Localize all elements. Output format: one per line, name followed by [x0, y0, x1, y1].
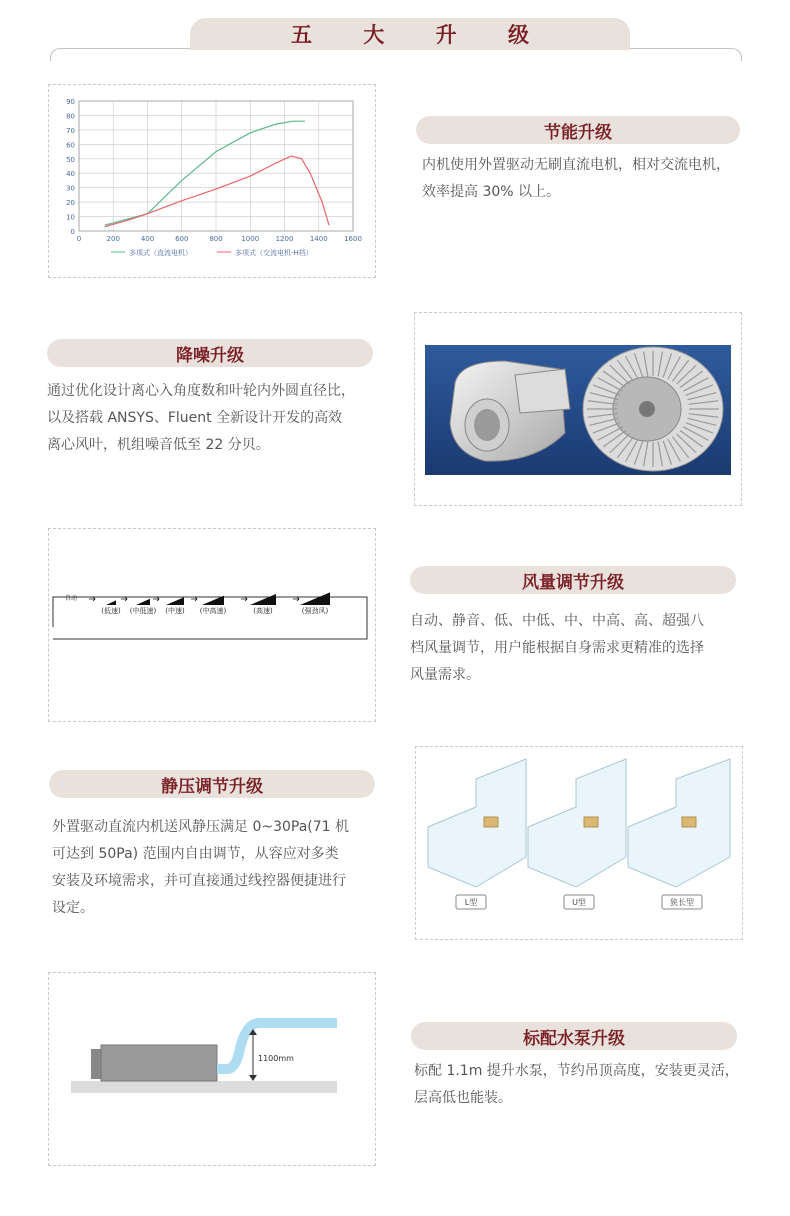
x-tick-label: 400	[140, 235, 155, 243]
efficiency-chart-box	[48, 84, 376, 278]
section-title-airflow: 风量调节升级	[410, 566, 736, 594]
speed-label: 自动	[64, 595, 78, 602]
page-title: 五 大 升 级	[291, 23, 551, 47]
section-desc-pressure	[52, 814, 402, 922]
room-narrow-shape-icon	[628, 759, 730, 887]
legend-label: 多项式（交流电机-H档）	[235, 249, 313, 257]
x-tick-label: 200	[106, 235, 120, 243]
section-title-pump: 标配水泵升级	[411, 1022, 737, 1050]
speed-label: (中高速)	[199, 607, 227, 615]
section-desc-noise	[47, 378, 397, 459]
arrow-icon	[191, 597, 197, 601]
unit-end-cap	[91, 1049, 101, 1079]
desc-line: 风量需求。	[410, 667, 480, 683]
y-tick-label: 40	[66, 170, 75, 179]
desc-line: 可达到 50Pa) 范围内自由调节，从容应对多类	[52, 846, 339, 862]
install-label-l: L型	[464, 898, 478, 907]
room-u-shape-icon	[528, 759, 626, 887]
section-title-noise: 降噪升级	[47, 339, 373, 367]
pump-diagram	[49, 973, 375, 1165]
x-tick-label: 1400	[309, 235, 328, 243]
ceiling-slab	[71, 1081, 337, 1093]
y-tick-label: 0	[70, 228, 75, 236]
pump-height-label: 1100mm	[258, 1054, 294, 1063]
install-label-narrow: 狭长型	[670, 898, 694, 907]
y-tick-label: 80	[66, 112, 75, 121]
desc-line: 通过优化设计离心入角度数和叶轮内外圆直径比，	[47, 383, 355, 399]
desc-line: 离心风叶，机组噪音低至 22 分贝。	[47, 437, 270, 453]
arrow-icon	[293, 597, 299, 601]
x-tick-label: 1200	[275, 235, 294, 243]
y-tick-label: 30	[66, 184, 75, 193]
speed-level-icon	[106, 600, 116, 605]
header-tab	[190, 18, 630, 50]
y-tick-label: 60	[66, 141, 75, 150]
x-tick-label: 600	[175, 235, 189, 243]
y-tick-label: 70	[66, 126, 75, 135]
section-title-pressure: 静压调节升级	[49, 770, 375, 798]
section-desc-airflow	[410, 608, 760, 689]
y-tick-label: 20	[66, 199, 75, 208]
speed-label: (中速)	[165, 607, 185, 615]
install-types-diagram	[416, 747, 742, 939]
y-tick-label: 50	[66, 155, 75, 164]
speed-label: (低速)	[101, 607, 121, 615]
y-tick-label: 90	[66, 98, 75, 106]
section-desc-energy	[422, 152, 762, 206]
desc-line: 档风量调节，用户能根据自身需求更精准的选择	[410, 640, 704, 656]
desc-line: 以及搭载 ANSYS、Fluent 全新设计开发的高效	[47, 410, 343, 426]
room-l-shape-icon	[428, 759, 526, 887]
desc-line: 安装及环境需求，并可直接通过线控器便捷进行	[52, 873, 346, 889]
arrow-icon	[153, 597, 159, 601]
desc-line: 标配 1.1m 提升水泵，节约吊顶高度，安装更灵活，	[414, 1063, 739, 1079]
fan-image-box	[414, 312, 742, 506]
x-tick-label: 1600	[344, 235, 362, 243]
x-tick-label: 1000	[241, 235, 260, 243]
desc-line: 层高低也能装。	[414, 1090, 512, 1106]
fan-speed-diagram	[49, 529, 375, 721]
fan-image	[415, 313, 741, 505]
speed-label: (强劲风)	[301, 607, 329, 615]
indoor-unit-icon	[101, 1045, 217, 1081]
desc-line: 内机使用外置驱动无刷直流电机，相对交流电机，	[422, 157, 730, 173]
x-tick-label: 0	[76, 235, 82, 243]
fan-wheel-icon	[583, 347, 723, 471]
speed-level-icon	[250, 594, 276, 605]
speed-label: (高速)	[253, 607, 273, 615]
section-desc-pump	[414, 1058, 764, 1112]
section-title-energy: 节能升级	[416, 116, 740, 144]
install-types-box	[415, 746, 743, 940]
arrow-icon	[121, 597, 127, 601]
arrow-icon	[89, 597, 95, 601]
speed-label: (中低速)	[129, 607, 157, 615]
speed-level-icon	[166, 597, 184, 605]
speed-level-icon	[300, 592, 330, 605]
arrow-icon	[241, 597, 247, 601]
efficiency-chart	[49, 85, 375, 277]
y-tick-label: 10	[66, 213, 75, 222]
pump-box	[48, 972, 376, 1166]
legend-label: 多项式（直流电机）	[129, 249, 192, 257]
desc-line: 外置驱动直流内机送风静压满足 0~30Pa(71 机	[52, 819, 350, 835]
fan-speed-box	[48, 528, 376, 722]
desc-line: 设定。	[52, 900, 94, 916]
desc-line: 效率提高 30% 以上。	[422, 184, 561, 200]
desc-line: 自动、静音、低、中低、中、中高、高、超强八	[410, 613, 704, 629]
x-tick-label: 800	[209, 235, 223, 243]
install-label-u: U型	[572, 898, 586, 907]
speed-level-icon	[136, 599, 150, 605]
